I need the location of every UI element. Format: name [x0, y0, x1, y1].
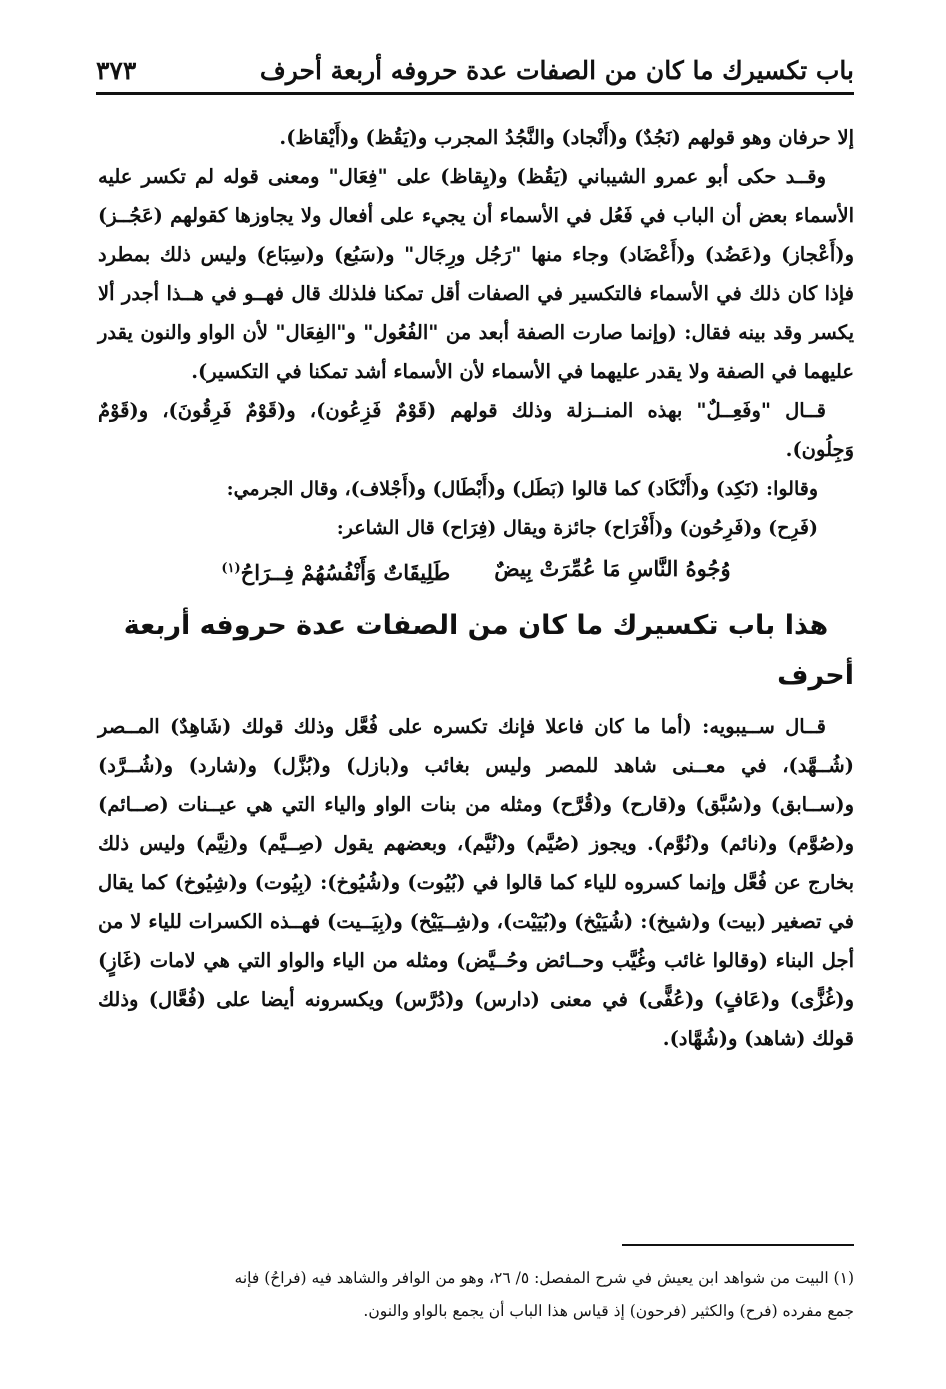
page-header — [96, 48, 854, 95]
footnotes — [98, 1262, 854, 1328]
paragraph-4: وقالوا: (نَكِد) و(أَنْكَاد) كما قالوا (بَطَل) و(أَبْطَال) و(أَجْلاف)، وقال الجرمي: — [226, 478, 818, 500]
paragraph-5: (فَرِح) و(فَرِحُون) و(أَفْرَاح) جائزة ويقال (فِرَاح) قال الشاعر: — [336, 517, 818, 539]
running-title: باب تكسيرك ما كان من الصفات عدة حروفه أربعة أحرف — [259, 55, 854, 85]
verse-first-hemistich: وُجُوهُ النَّاسِ مَا عُمِّرَتْ بِيضٌ — [494, 556, 731, 581]
verse-second-text: طَلِيقَاتٌ وَأَنْفُسُهُمْ فِــرَاحُ — [240, 560, 451, 585]
poetry-verse — [98, 549, 854, 593]
footnote-reference[interactable]: (١) — [221, 561, 241, 576]
footnote-line-2: جمع مفرده (فرح) والكثير (فرحون) إذ قياس هذا الباب أن يجمع بالواو والنون. — [363, 1302, 854, 1320]
main-text — [98, 118, 854, 1058]
footnote-divider — [622, 1244, 854, 1246]
footnote-line-1: (١) البيت من شواهد ابن يعيش في شرح المفصل: ٥/ ٢٦، وهو من الوافر والشاهد فيه (فراحُ) فإنه — [234, 1269, 854, 1287]
page-number: ٣٧٣ — [96, 55, 137, 85]
verse-second-hemistich — [221, 549, 450, 593]
paragraph-2: وقــد حكى أبو عمرو الشيباني (يَقُظ) و(يِقاظ) على "فِعَال" ومعنى قوله لم تكسر عليه الأسماء بعض أن الباب في فَعُل في الأسماء أن يجيء على أفعال ولا يجاوزها كقولهم (عَجُــز) و(أَعْجاز) و(عَضُد) و(أَعْضَاد) وجاء منها "رَجُل ورِجَال" و(سَبُع) و(سِبَاع) وليس ذلك بمطرد فإذا كان ذلك في الأسماء فالتكسير في الصفات أقل تمكنا فلذلك قال فهــو في هــذا أجدر ألا يكسر وقد بينه فقال: (وإنما صارت الصفة أبعد من "الفُعُول" و"الفِعَال" لأن الواو والنون يقدر عليهما في الصفة ولا يقدر عليهما في الأسماء لأن الأسماء أشد تمكنا في التكسير). — [98, 165, 854, 383]
footnote-item — [98, 1262, 854, 1328]
section-heading: هذا باب تكسيرك ما كان من الصفات عدة حروفه أربعة أحرف — [123, 610, 854, 691]
paragraph-6: قــال ســيبويه: (أما ما كان فاعلا فإنك تكسره على فُعَّل وذلك قولك (شَاهِدٌ) المــصر (شُــهَّد)، في معــنى شاهد للمصر وليس بغائب و(بازل) و(بُزَّل) و(شارد) و(شُــرَّد) و(ســابق) و(سُبَّق) و(قارح) و(قُرَّح) ومثله من بنات الواو والياء التي هي عيــنات (صــائم) و(صُوَّم) و(نائم) و(نُوَّم). ويجوز (صُيَّم) و(نُيَّم)، وبعضهم يقول (صِــيَّم) و(نِيَّم) وليس ذلك بخارج عن فُعَّل وإنما كسروه للياء كما قالوا في (بُيُوت) و(شُيُوخ): (بِيُوت) و(شِيُوخ) كما يقال في تصغير (بيت) و(شيخ): (شُيَيْخ) و(بُيَيْت)، و(شِــيَيْخ) و(بِيَــيت) فهــذه الكسرات للياء لا من أجل البناء (وقالوا غائب وغُيَّب وحــائض وحُــيَّض) ومثله من الياء والواو التي هي لامات (غَازٍ) و(غُزًّى) و(عَافٍ) و(عُفًّى) في معنى (دارس) و(دُرَّس) ويكسرونه أيضا على (فُعَّال) وذلك قولك (شاهد) و(شُهَّاد). — [98, 715, 854, 1050]
paragraph-3: قــال "وفَعِــلٌ" بهذه المنــزلة وذلك قولهم (قَوْمٌ فَزِعُون)، و(قَوْمٌ فَرِقُونَ)، و(قَوْمٌ وَجِلُون). — [98, 399, 854, 461]
paragraph-1: إلا حرفان وهو قولهم (نَجُدٌ) و(أَنْجاد) والنَّجُدُ المجرب و(يَقُظ) و(أَيْقاظ). — [279, 126, 854, 149]
